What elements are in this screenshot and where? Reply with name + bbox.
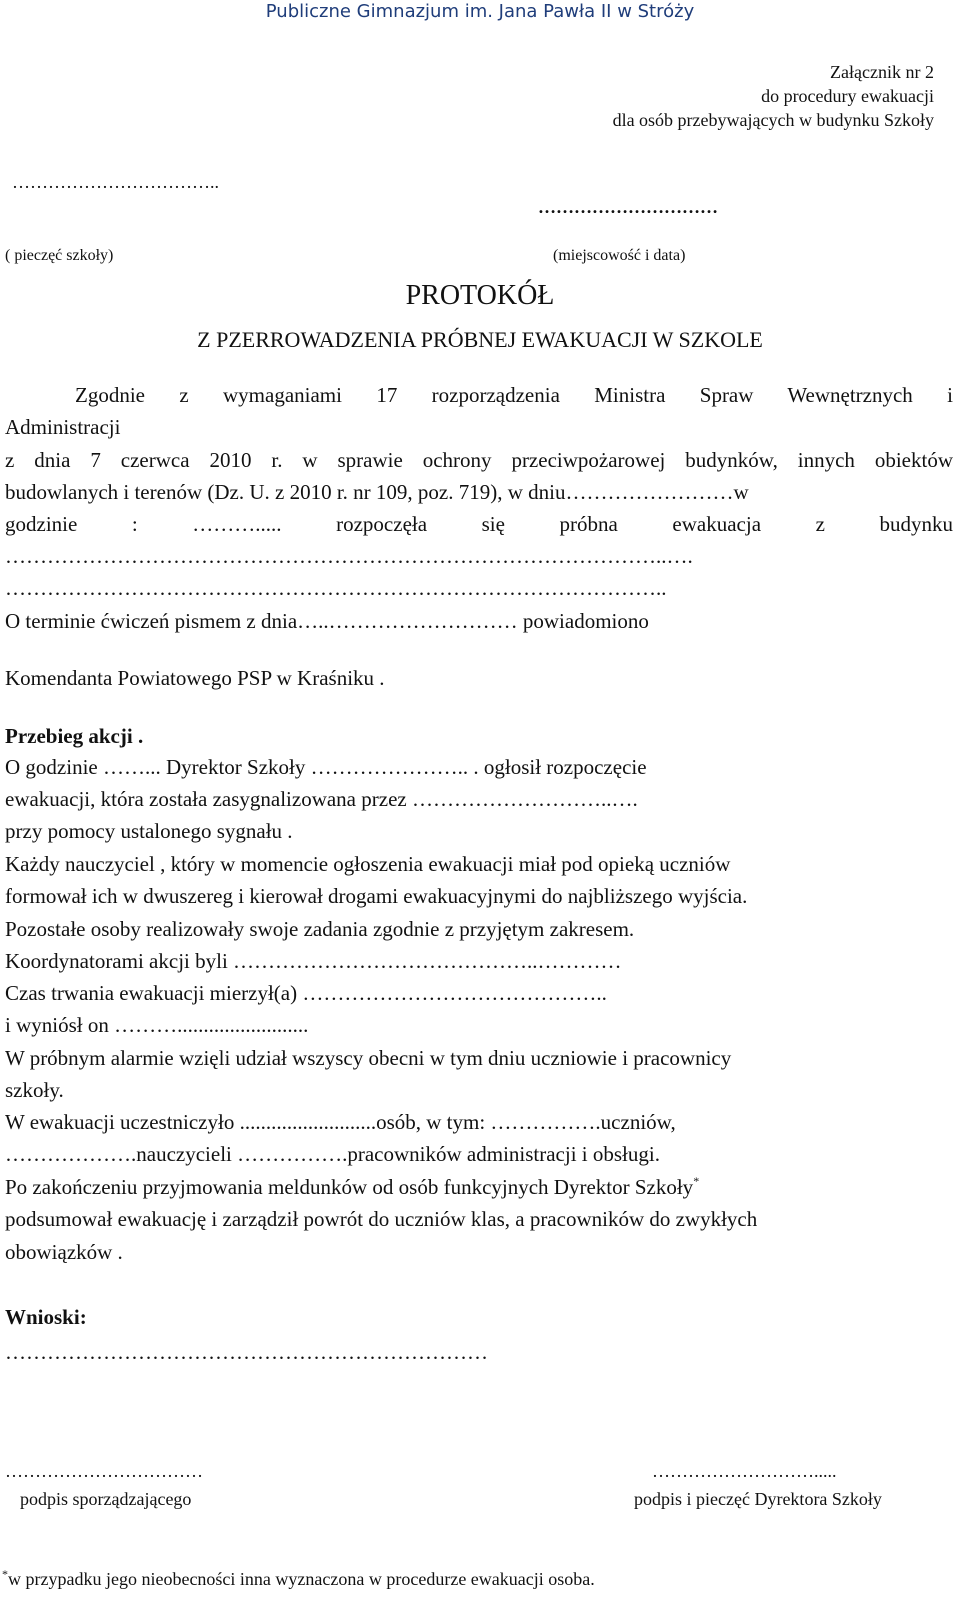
signature-right-dots: ………………………..... <box>652 1461 837 1481</box>
body-line-9: Komendanta Powiatowego PSP w Kraśniku . <box>5 666 385 690</box>
progress-line-2: ewakuacji, która została zasygnalizowana przez ………………………..…. <box>5 787 638 811</box>
progress-line-8: Czas trwania ewakuacji mierzył(a) …………………………………….. <box>5 981 607 1005</box>
progress-heading: Przebieg akcji . <box>5 724 144 748</box>
signature-left-dots: …………………………… <box>5 1461 203 1481</box>
progress-line-9: i wyniósł on ………......................... <box>5 1013 309 1037</box>
progress-line-15: podsumował ewakuację i zarządził powrót do uczniów klas, a pracowników do zwykłych <box>5 1207 758 1231</box>
progress-line-16: obowiązków . <box>5 1240 123 1264</box>
footnote-text: w przypadku jego nieobecności inna wyznaczona w procedurze ewakuacji osoba. <box>8 1569 595 1589</box>
progress-line-4: Każdy nauczyciel , który w momencie ogłoszenia ewakuacji miał pod opieką uczniów <box>5 852 731 876</box>
place-date-label: (miejscowość i data) <box>553 247 686 264</box>
footnote-reference-mark: * <box>693 1174 700 1188</box>
body-line-3: z dnia 7 czerwca 2010 r. w sprawie ochrony przeciwpożarowej budynków, innych obiektów <box>5 448 953 472</box>
document-header: Publiczne Gimnazjum im. Jana Pawła II w Stróży <box>265 1 695 22</box>
progress-line-6: Pozostałe osoby realizowały swoje zadania zgodnie z przyjętym zakresem. <box>5 917 635 941</box>
body-line-6: …………………………………………………………………………………..…. <box>5 544 693 568</box>
body-line-4: budowlanych i terenów (Dz. U. z 2010 r. nr 109, poz. 719), w dniu……………………w <box>5 480 749 504</box>
signature-right-label: podpis i pieczęć Dyrektora Szkoły <box>634 1489 882 1509</box>
place-date-dots: ………………………… <box>538 197 718 217</box>
body-line-7: ………………………………………………………………………………….. <box>5 576 667 600</box>
progress-line-5: formował ich w dwuszereg i kierował drogami ewakuacyjnymi do najbliższego wyjścia. <box>5 884 748 908</box>
attachment-number: Załącznik nr 2 <box>830 62 934 82</box>
progress-line-3: przy pomocy ustalonego sygnału . <box>5 819 293 843</box>
body-line-2: Administracji <box>5 415 121 439</box>
stamp-label: ( pieczęć szkoły) <box>5 247 114 264</box>
body-line-1: Zgodnie z wymaganiami 17 rozporządzenia Ministra Spraw Wewnętrznych i <box>75 383 953 407</box>
attachment-procedure: do procedury ewakuacji <box>761 86 934 106</box>
progress-line-13: ……………….nauczycieli …………….pracowników administracji i obsługi. <box>5 1142 660 1166</box>
progress-line-12: W ewakuacji uczestniczyło ..........................osób, w tym: …………….uczniów, <box>5 1110 676 1134</box>
footnote-mark: * <box>2 1567 8 1581</box>
stamp-dots: …………………………….. <box>12 172 219 192</box>
body-line-8: O terminie ćwiczeń pismem z dnia…..……………………… powiadomiono <box>5 609 649 633</box>
progress-line-11: szkoły. <box>5 1078 64 1102</box>
progress-line-14-text: Po zakończeniu przyjmowania meldunków od osób funkcyjnych Dyrektor Szkoły <box>5 1175 694 1199</box>
progress-line-1: O godzinie ……... Dyrektor Szkoły ………………….. . ogłosił rozpoczęcie <box>5 755 647 779</box>
footnote <box>2 1569 595 1590</box>
conclusions-heading: Wnioski: <box>5 1305 87 1329</box>
body-line-5: godzinie : ………..... rozpoczęła się próbna ewakuacja z budynku <box>5 512 953 536</box>
signature-left-label: podpis sporządzającego <box>20 1489 192 1509</box>
conclusions-dots: …………………………………………………………… <box>5 1340 488 1364</box>
progress-line-14 <box>5 1175 699 1200</box>
document-title: PROTOKÓŁ <box>405 280 555 311</box>
progress-line-7: Koordynatorami akcji byli ……………………………………..………… <box>5 949 622 973</box>
progress-line-10: W próbnym alarmie wzięli udział wszyscy obecni w tym dniu uczniowie i pracownicy <box>5 1046 732 1070</box>
attachment-scope: dla osób przebywających w budynku Szkoły <box>612 110 934 130</box>
document-subtitle: Z PZERROWADZENIA PRÓBNEJ EWAKUACJI W SZKOLE <box>197 327 763 352</box>
